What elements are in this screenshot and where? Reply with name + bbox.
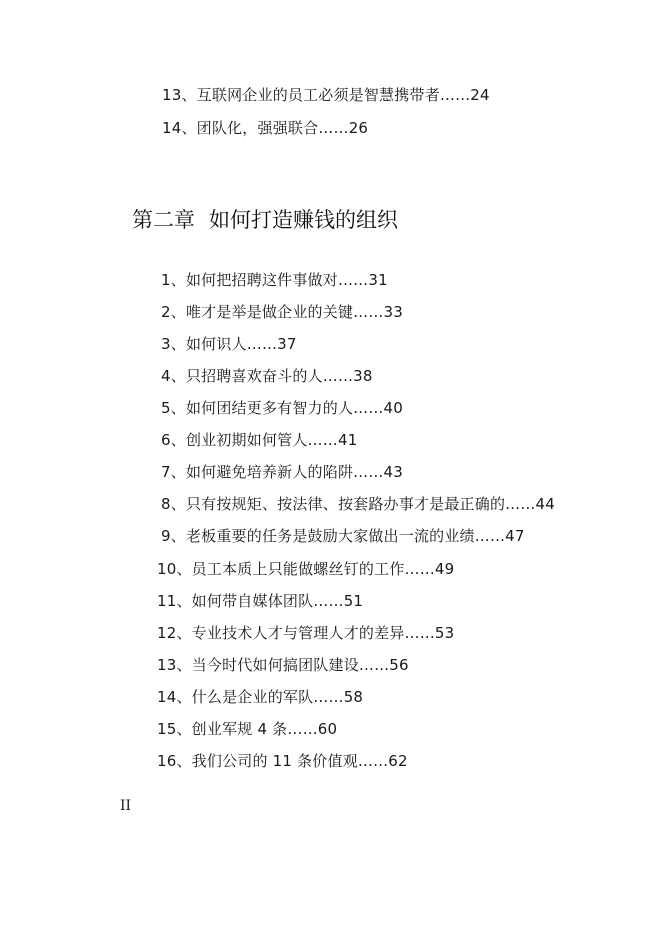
toc-entry: 7、如何避免培养新人的陷阱……43 <box>161 463 404 481</box>
toc-entry: 9、老板重要的任务是鼓励大家做出一流的业绩……47 <box>161 527 525 545</box>
page-number: II <box>120 798 132 814</box>
toc-entry: 2、唯才是举是做企业的关键……33 <box>161 303 404 321</box>
toc-entry: 16、我们公司的 11 条价值观……62 <box>157 752 408 770</box>
chapter-number: 第二章 <box>132 208 195 232</box>
toc-entry: 4、只招聘喜欢奋斗的人……38 <box>161 367 373 385</box>
chapter-title: 如何打造赚钱的组织 <box>209 208 398 232</box>
toc-entry: 5、如何团结更多有智力的人……40 <box>161 399 404 417</box>
toc-entry: 13、当今时代如何搞团队建设……56 <box>157 656 409 674</box>
toc-entry: 3、如何识人……37 <box>161 335 297 353</box>
toc-entry: 14、团队化，强强联合……26 <box>162 119 369 137</box>
toc-entry: 1、如何把招聘这件事做对……31 <box>161 271 388 289</box>
chapter-heading <box>132 207 398 233</box>
toc-entry: 6、创业初期如何管人……41 <box>161 431 358 449</box>
toc-entry: 10、员工本质上只能做螺丝钉的工作……49 <box>157 560 455 578</box>
toc-entry: 14、什么是企业的军队……58 <box>157 688 364 706</box>
toc-entry: 12、专业技术人才与管理人才的差异……53 <box>157 624 455 642</box>
toc-entry: 15、创业军规 4 条……60 <box>157 720 338 738</box>
toc-entry: 11、如何带自媒体团队……51 <box>157 592 364 610</box>
toc-entry: 13、互联网企业的员工必须是智慧携带者……24 <box>162 86 490 104</box>
toc-entry: 8、只有按规矩、按法律、按套路办事才是最正确的……44 <box>161 495 556 513</box>
